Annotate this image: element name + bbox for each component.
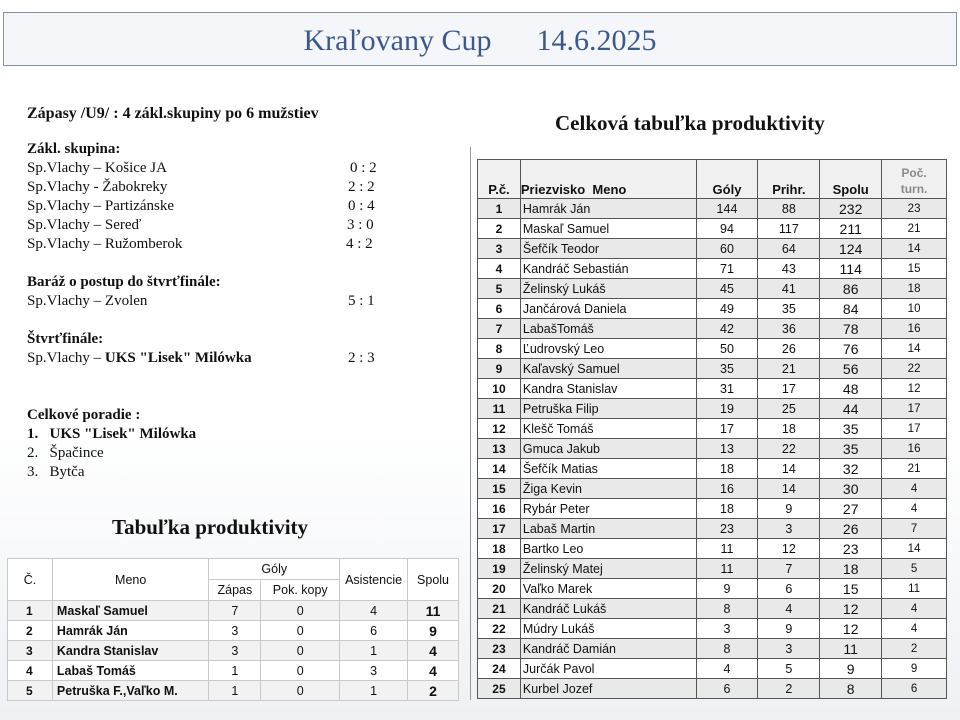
cell-total: 2 xyxy=(408,681,459,701)
cell-rank: 5 xyxy=(478,279,521,299)
match-score: 2 : 2 xyxy=(348,179,375,195)
cell-match: 1 xyxy=(209,681,261,701)
cell-rank: 12 xyxy=(478,419,521,439)
cell-rank: 11 xyxy=(478,399,521,419)
page-title: Kraľovany Cup 14.6.2025 xyxy=(303,24,657,57)
cell-goals: 11 xyxy=(696,539,758,559)
cell-assists: 41 xyxy=(758,279,820,299)
cell-name: Jančárová Daniela xyxy=(520,299,696,319)
cell-total: 124 xyxy=(820,239,882,259)
cell-name: Gmuca Jakub xyxy=(520,439,696,459)
cell-name: Žiga Kevin xyxy=(520,479,696,499)
matches-panel xyxy=(27,104,447,482)
table-row xyxy=(478,379,947,399)
cell-match: 3 xyxy=(209,641,261,661)
table-row xyxy=(478,559,947,579)
cell-goals: 13 xyxy=(696,439,758,459)
cell-rank: 9 xyxy=(478,359,521,379)
cell-goals: 23 xyxy=(696,519,758,539)
standing-item: 3. Bytča xyxy=(27,464,85,480)
table-row xyxy=(478,479,947,499)
cell-name: Rybár Peter xyxy=(520,499,696,519)
cell-match: 3 xyxy=(209,621,261,641)
table-row xyxy=(478,459,947,479)
cell-rank: 1 xyxy=(478,199,521,219)
cell-name: Kandráč Damián xyxy=(520,639,696,659)
cell-rank: 24 xyxy=(478,659,521,679)
cell-name: Vaľko Marek xyxy=(520,579,696,599)
match-score: 5 : 1 xyxy=(348,293,375,309)
cell-total: 114 xyxy=(820,259,882,279)
cell-assists: 26 xyxy=(758,339,820,359)
cell-goals: 8 xyxy=(696,639,758,659)
cell-tournaments: 18 xyxy=(882,279,947,299)
cell-total: 32 xyxy=(820,459,882,479)
cell-rank: 14 xyxy=(478,459,521,479)
table-row xyxy=(478,319,947,339)
cell-assists: 5 xyxy=(758,659,820,679)
col-assists: Prihr. xyxy=(758,160,820,199)
cell-name: LabašTomáš xyxy=(520,319,696,339)
title-banner xyxy=(3,12,957,66)
cell-pk: 0 xyxy=(261,621,340,641)
match-score: 0 : 4 xyxy=(348,198,375,214)
matches-heading: Zápasy /U9/ : 4 zákl.skupiny po 6 mužstiev xyxy=(27,105,319,122)
cell-total: 9 xyxy=(408,621,459,641)
match-row xyxy=(27,235,447,254)
cell-rank: 18 xyxy=(478,539,521,559)
cell-total: 35 xyxy=(820,439,882,459)
cell-goals: 144 xyxy=(696,199,758,219)
cell-tournaments: 16 xyxy=(882,319,947,339)
divider-line xyxy=(470,147,471,700)
match-row xyxy=(27,349,447,368)
cell-name: Maskaľ Samuel xyxy=(52,601,209,621)
cell-total: 27 xyxy=(820,499,882,519)
col-total: Spolu xyxy=(408,559,459,601)
cell-tournaments: 12 xyxy=(882,379,947,399)
cell-rank: 13 xyxy=(478,439,521,459)
cell-tournaments: 4 xyxy=(882,479,947,499)
cell-rank: 19 xyxy=(478,559,521,579)
cell-assists: 36 xyxy=(758,319,820,339)
col-goals: Góly xyxy=(209,559,340,580)
cell-rank: 2 xyxy=(8,621,53,641)
cell-name: Kandra Stanislav xyxy=(52,641,209,661)
cell-name: Želinský Matej xyxy=(520,559,696,579)
cell-assists: 21 xyxy=(758,359,820,379)
cell-assists: 18 xyxy=(758,419,820,439)
cell-rank: 23 xyxy=(478,639,521,659)
col-name: Meno xyxy=(52,559,209,601)
cell-rank: 3 xyxy=(478,239,521,259)
col-rank: P.č. xyxy=(478,160,521,199)
cell-total: 35 xyxy=(820,419,882,439)
cell-total: 4 xyxy=(408,641,459,661)
table-row xyxy=(478,399,947,419)
table-row xyxy=(478,639,947,659)
cell-name: Ľudrovský Leo xyxy=(520,339,696,359)
cell-assists: 7 xyxy=(758,559,820,579)
table-row xyxy=(478,599,947,619)
table-row xyxy=(478,199,947,219)
match-pair: Sp.Vlachy – Košice JA xyxy=(27,160,167,176)
cell-total: 12 xyxy=(820,619,882,639)
group-label: Zákl. skupina: xyxy=(27,141,121,157)
cell-total: 48 xyxy=(820,379,882,399)
cell-assists: 117 xyxy=(758,219,820,239)
cell-assists: 3 xyxy=(758,639,820,659)
cell-tournaments: 10 xyxy=(882,299,947,319)
table-row xyxy=(8,601,459,621)
cell-assists: 6 xyxy=(758,579,820,599)
cell-total: 11 xyxy=(408,601,459,621)
table-row xyxy=(478,359,947,379)
cell-goals: 50 xyxy=(696,339,758,359)
cell-rank: 17 xyxy=(478,519,521,539)
col-assists: Asistencie xyxy=(340,559,408,601)
cell-total: 18 xyxy=(820,559,882,579)
cell-total: 86 xyxy=(820,279,882,299)
cell-tournaments: 14 xyxy=(882,539,947,559)
cell-tournaments: 9 xyxy=(882,659,947,679)
cell-match: 1 xyxy=(209,661,261,681)
table-row xyxy=(478,659,947,679)
cell-tournaments: 22 xyxy=(882,359,947,379)
col-tournaments xyxy=(882,160,947,199)
cell-rank: 25 xyxy=(478,679,521,699)
cell-tournaments: 15 xyxy=(882,259,947,279)
table-row xyxy=(478,539,947,559)
cell-tournaments: 16 xyxy=(882,439,947,459)
cell-name: Maskaľ Samuel xyxy=(520,219,696,239)
cell-total: 211 xyxy=(820,219,882,239)
cell-assists: 25 xyxy=(758,399,820,419)
table-row xyxy=(478,579,947,599)
match-score: 2 : 3 xyxy=(348,350,375,366)
cell-tournaments: 4 xyxy=(882,619,947,639)
match-row xyxy=(27,292,447,311)
cell-name: Jurčák Pavol xyxy=(520,659,696,679)
cell-tournaments: 23 xyxy=(882,199,947,219)
cell-match: 7 xyxy=(209,601,261,621)
col-tournaments-line1: Poč. xyxy=(901,166,927,180)
cell-rank: 4 xyxy=(8,661,53,681)
table-row xyxy=(8,661,459,681)
cell-rank: 4 xyxy=(478,259,521,279)
cell-assists: 2 xyxy=(758,679,820,699)
cell-name: Múdry Lukáš xyxy=(520,619,696,639)
table-row xyxy=(8,641,459,661)
cell-name: Hamrák Ján xyxy=(52,621,209,641)
cell-assists: 1 xyxy=(340,681,408,701)
cell-assists: 3 xyxy=(340,661,408,681)
cell-assists: 14 xyxy=(758,459,820,479)
standings-label: Celkové poradie : xyxy=(27,407,141,423)
cell-goals: 31 xyxy=(696,379,758,399)
cell-assists: 9 xyxy=(758,499,820,519)
cell-total: 84 xyxy=(820,299,882,319)
cell-pk: 0 xyxy=(261,601,340,621)
cell-assists: 88 xyxy=(758,199,820,219)
cell-goals: 49 xyxy=(696,299,758,319)
cell-goals: 18 xyxy=(696,459,758,479)
cell-tournaments: 14 xyxy=(882,339,947,359)
cell-assists: 14 xyxy=(758,479,820,499)
col-rank: Č. xyxy=(8,559,53,601)
cell-rank: 22 xyxy=(478,619,521,639)
col-name xyxy=(520,160,696,199)
cell-total: 44 xyxy=(820,399,882,419)
cell-name: Kandráč Lukáš xyxy=(520,599,696,619)
cell-tournaments: 14 xyxy=(882,239,947,259)
cell-goals: 19 xyxy=(696,399,758,419)
col-goals: Góly xyxy=(696,160,758,199)
cell-assists: 22 xyxy=(758,439,820,459)
table-row xyxy=(478,619,947,639)
standing-item: 1. UKS "Lisek" Milówka xyxy=(27,426,197,442)
cell-pk: 0 xyxy=(261,661,340,681)
cell-rank: 15 xyxy=(478,479,521,499)
cell-name: Šefčík Teodor xyxy=(520,239,696,259)
match-score: 4 : 2 xyxy=(346,236,373,252)
cell-goals: 18 xyxy=(696,499,758,519)
table-row xyxy=(478,439,947,459)
cell-rank: 20 xyxy=(478,579,521,599)
cell-name: Kandra Stanislav xyxy=(520,379,696,399)
cell-assists: 43 xyxy=(758,259,820,279)
col-goals-match: Zápas xyxy=(209,580,261,601)
small-table-title: Tabuľka produktivity xyxy=(112,515,309,539)
match-row xyxy=(27,197,447,216)
cell-name: Labaš Tomáš xyxy=(52,661,209,681)
cell-assists: 3 xyxy=(758,519,820,539)
cell-name: Petruška F.,Vaľko M. xyxy=(52,681,209,701)
cell-total: 12 xyxy=(820,599,882,619)
match-pair: Sp.Vlachy – xyxy=(27,350,105,366)
cell-tournaments: 11 xyxy=(882,579,947,599)
col-total: Spolu xyxy=(820,160,882,199)
productivity-table xyxy=(7,558,459,701)
cell-goals: 35 xyxy=(696,359,758,379)
cell-tournaments: 4 xyxy=(882,599,947,619)
cell-name: Želinský Lukáš xyxy=(520,279,696,299)
table-row xyxy=(478,339,947,359)
table-row xyxy=(478,279,947,299)
cell-total: 4 xyxy=(408,661,459,681)
match-pair-team: UKS "Lisek" Milówka xyxy=(104,350,252,366)
match-pair: Sp.Vlachy – Ružomberok xyxy=(27,236,183,252)
qf-label: Štvrťfinále: xyxy=(27,331,104,347)
cell-goals: 11 xyxy=(696,559,758,579)
cell-name: Šefčík Matias xyxy=(520,459,696,479)
cell-goals: 8 xyxy=(696,599,758,619)
cell-tournaments: 17 xyxy=(882,399,947,419)
cell-assists: 64 xyxy=(758,239,820,259)
cell-assists: 9 xyxy=(758,619,820,639)
cell-name: Klešč Tomáš xyxy=(520,419,696,439)
big-table-title: Celková tabuľka produktivity xyxy=(555,111,825,135)
cell-total: 76 xyxy=(820,339,882,359)
match-score: 3 : 0 xyxy=(347,217,374,233)
cell-name: Petruška Filip xyxy=(520,399,696,419)
table-row xyxy=(478,259,947,279)
table-row xyxy=(478,499,947,519)
cell-name: Kurbel Jozef xyxy=(520,679,696,699)
table-row xyxy=(478,239,947,259)
table-row xyxy=(478,219,947,239)
cell-tournaments: 4 xyxy=(882,499,947,519)
cell-assists: 17 xyxy=(758,379,820,399)
cell-goals: 94 xyxy=(696,219,758,239)
cell-total: 30 xyxy=(820,479,882,499)
table-row xyxy=(478,299,947,319)
match-row xyxy=(27,178,447,197)
cell-rank: 2 xyxy=(478,219,521,239)
playoff-label: Baráž o postup do štvrťfinále: xyxy=(27,274,221,290)
table-row xyxy=(478,419,947,439)
table-row xyxy=(478,519,947,539)
cell-tournaments: 17 xyxy=(882,419,947,439)
cell-goals: 3 xyxy=(696,619,758,639)
cell-rank: 21 xyxy=(478,599,521,619)
match-row xyxy=(27,159,447,178)
cell-rank: 3 xyxy=(8,641,53,661)
cell-tournaments: 5 xyxy=(882,559,947,579)
cell-goals: 4 xyxy=(696,659,758,679)
cell-goals: 6 xyxy=(696,679,758,699)
cell-goals: 71 xyxy=(696,259,758,279)
cell-total: 15 xyxy=(820,579,882,599)
cell-rank: 8 xyxy=(478,339,521,359)
cell-goals: 60 xyxy=(696,239,758,259)
cell-total: 8 xyxy=(820,679,882,699)
cell-name: Kandráč Sebastián xyxy=(520,259,696,279)
match-pair: Sp.Vlachy – Sereď xyxy=(27,217,142,233)
overall-productivity-table xyxy=(477,159,947,699)
cell-total: 9 xyxy=(820,659,882,679)
cell-goals: 42 xyxy=(696,319,758,339)
cell-total: 11 xyxy=(820,639,882,659)
cell-pk: 0 xyxy=(261,641,340,661)
match-pair: Sp.Vlachy – Zvolen xyxy=(27,293,148,309)
cell-assists: 4 xyxy=(340,601,408,621)
cell-tournaments: 21 xyxy=(882,459,947,479)
cell-goals: 45 xyxy=(696,279,758,299)
match-row xyxy=(27,216,447,235)
cell-name: Hamrák Ján xyxy=(520,199,696,219)
cell-total: 78 xyxy=(820,319,882,339)
cell-total: 23 xyxy=(820,539,882,559)
table-row xyxy=(8,681,459,701)
cell-tournaments: 6 xyxy=(882,679,947,699)
cell-assists: 6 xyxy=(340,621,408,641)
cell-name: Kaľavský Samuel xyxy=(520,359,696,379)
table-row xyxy=(8,621,459,641)
cell-name: Labaš Martin xyxy=(520,519,696,539)
cell-rank: 16 xyxy=(478,499,521,519)
cell-tournaments: 2 xyxy=(882,639,947,659)
cell-goals: 16 xyxy=(696,479,758,499)
cell-assists: 35 xyxy=(758,299,820,319)
cell-total: 26 xyxy=(820,519,882,539)
cell-total: 232 xyxy=(820,199,882,219)
match-pair: Sp.Vlachy – Partizánske xyxy=(27,198,175,214)
table-row xyxy=(478,679,947,699)
cell-goals: 17 xyxy=(696,419,758,439)
cell-name: Bartko Leo xyxy=(520,539,696,559)
cell-rank: 6 xyxy=(478,299,521,319)
col-goals-pk: Pok. kopy xyxy=(261,580,340,601)
cell-rank: 5 xyxy=(8,681,53,701)
cell-rank: 1 xyxy=(8,601,53,621)
standing-item: 2. Špačince xyxy=(27,445,104,461)
cell-rank: 7 xyxy=(478,319,521,339)
match-pair: Sp.Vlachy - Žabokreky xyxy=(27,179,168,195)
cell-assists: 12 xyxy=(758,539,820,559)
cell-total: 56 xyxy=(820,359,882,379)
col-tournaments-line2: turn. xyxy=(900,182,928,196)
cell-tournaments: 21 xyxy=(882,219,947,239)
cell-assists: 1 xyxy=(340,641,408,661)
cell-pk: 0 xyxy=(261,681,340,701)
cell-tournaments: 7 xyxy=(882,519,947,539)
cell-goals: 9 xyxy=(696,579,758,599)
cell-assists: 4 xyxy=(758,599,820,619)
col-name-label: Priezvisko Meno xyxy=(520,182,627,197)
cell-rank: 10 xyxy=(478,379,521,399)
match-score: 0 : 2 xyxy=(350,160,377,176)
